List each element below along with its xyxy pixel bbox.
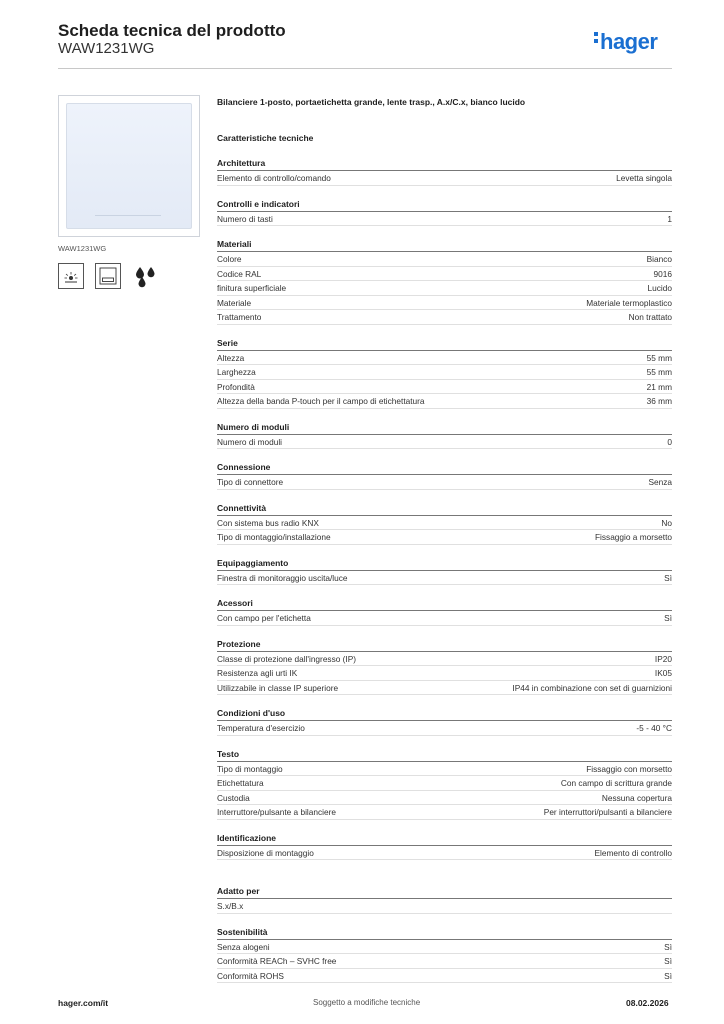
spec-label: Conformità ROHS — [217, 970, 284, 981]
section-title: Identificazione — [217, 831, 672, 846]
page-title: Scheda tecnica del prodotto — [58, 21, 286, 40]
spec-value: 55 mm — [646, 367, 672, 377]
spec-row — [217, 516, 672, 531]
spec-label: S.x/B.x — [217, 901, 244, 911]
spec-value: 55 mm — [646, 352, 672, 363]
spec-row — [217, 940, 672, 955]
spec-section — [217, 460, 672, 490]
spec-label: Colore — [217, 254, 242, 264]
spec-label: Tipo di montaggio/installazione — [217, 532, 331, 542]
section-title: Sostenibilità — [217, 925, 672, 940]
spec-value: 0 — [667, 436, 672, 447]
spec-value: Levetta singola — [616, 173, 672, 183]
section-title: Acessori — [217, 596, 672, 611]
spec-label: Profondità — [217, 381, 255, 392]
spec-row — [217, 846, 672, 861]
spec-label: Interruttore/pulsante a bilanciere — [217, 807, 336, 817]
product-image — [58, 95, 200, 237]
spec-value: Nessuna copertura — [601, 792, 672, 803]
spec-section — [217, 197, 672, 227]
spec-label: Tipo di montaggio — [217, 763, 283, 774]
spec-label: Con campo per l'etichetta — [217, 613, 311, 623]
spec-label: Utilizzabile in classe IP superiore — [217, 682, 339, 693]
footer-website[interactable]: hager.com/it — [58, 998, 109, 1008]
spec-row — [217, 791, 672, 806]
spec-label: Tipo di connettore — [217, 477, 284, 487]
header-divider — [58, 68, 672, 69]
spec-row — [217, 267, 672, 282]
water-drops-icon — [132, 263, 158, 289]
feature-icons — [58, 263, 158, 289]
tech-specs-title: Caratteristiche tecniche — [217, 133, 314, 143]
section-title: Equipaggiamento — [217, 556, 672, 571]
spec-row — [217, 681, 672, 696]
spec-row — [217, 435, 672, 450]
spec-value: 1 — [667, 213, 672, 224]
spec-label: Etichettatura — [217, 778, 264, 788]
section-title: Numero di moduli — [217, 420, 672, 435]
spec-section — [217, 336, 672, 409]
spec-value: No — [661, 517, 672, 528]
spec-row — [217, 252, 672, 267]
logo-dots-icon — [594, 32, 598, 46]
section-title: Testo — [217, 747, 672, 762]
spec-row — [217, 351, 672, 366]
spec-row — [217, 969, 672, 984]
spec-section — [217, 420, 672, 450]
spec-section — [217, 925, 672, 984]
spec-label: Numero di tasti — [217, 213, 273, 224]
spec-content — [217, 95, 672, 983]
spec-label: Classe di protezione dall'ingresso (IP) — [217, 653, 357, 664]
spec-value: 21 mm — [646, 381, 672, 392]
spec-label: Numero di moduli — [217, 436, 283, 447]
spec-row — [217, 365, 672, 380]
footer-date: 08.02.2026 — [626, 998, 669, 1008]
spec-label: Materiale — [217, 297, 252, 308]
section-title: Connessione — [217, 460, 672, 475]
spec-section — [217, 831, 672, 861]
spec-label: Resistenza agli urti IK — [217, 668, 298, 678]
spec-label: Elemento di controllo/comando — [217, 173, 331, 183]
spec-label: Conformità REACh – SVHC free — [217, 956, 337, 966]
spec-row — [217, 721, 672, 736]
product-description: Bilanciere 1-posto, portaetichetta grande, lente trasp., A.x/C.x, bianco lucido — [217, 97, 526, 107]
spec-section — [217, 237, 672, 325]
spec-row — [217, 530, 672, 545]
spec-label: Temperatura d'esercizio — [217, 723, 305, 733]
spec-label: Larghezza — [217, 367, 256, 377]
section-title: Serie — [217, 336, 672, 351]
spec-section — [217, 156, 672, 186]
spec-row — [217, 212, 672, 227]
spec-value: Bianco — [646, 254, 672, 264]
spec-value: 9016 — [653, 268, 672, 279]
spec-value: IK05 — [654, 668, 672, 678]
section-title: Connettività — [217, 501, 672, 516]
product-code: WAW1231WG — [58, 40, 155, 57]
spec-label: Finestra di monitoraggio uscita/luce — [217, 572, 348, 583]
spec-row — [217, 380, 672, 395]
spec-label: Disposizione di montaggio — [217, 847, 314, 858]
rocker-plate — [66, 103, 192, 229]
spec-label: Custodia — [217, 792, 250, 803]
spec-value: IP44 in combinazione con set di guarnizioni — [512, 682, 672, 693]
spec-row — [217, 611, 672, 626]
spec-value: IP20 — [654, 653, 672, 664]
spec-label: Con sistema bus radio KNX — [217, 517, 319, 528]
footer-note: Soggetto a modifiche tecniche — [313, 998, 421, 1007]
label-window-icon — [95, 263, 121, 289]
spec-label: Trattamento — [217, 312, 262, 322]
light-indicator-icon — [58, 263, 84, 289]
spec-row — [217, 571, 672, 586]
section-title: Materiali — [217, 237, 672, 252]
spec-row — [217, 776, 672, 791]
spec-row — [217, 281, 672, 296]
spec-value: Sì — [664, 572, 672, 583]
label-line — [95, 215, 161, 216]
spec-value: Sì — [664, 941, 672, 952]
spec-value: Sì — [664, 956, 672, 966]
spec-row — [217, 475, 672, 490]
spec-sections — [217, 156, 672, 983]
spec-row — [217, 394, 672, 409]
spec-section — [217, 637, 672, 696]
spec-value: Sì — [664, 613, 672, 623]
section-title: Adatto per — [217, 884, 672, 899]
spec-value: Fissaggio con morsetto — [586, 763, 672, 774]
image-caption: WAW1231WG — [58, 244, 107, 253]
section-title: Controlli e indicatori — [217, 197, 672, 212]
spec-value: Materiale termoplastico — [586, 297, 672, 308]
spec-label: finitura superficiale — [217, 283, 287, 293]
spec-value: Elemento di controllo — [594, 847, 672, 858]
spec-row — [217, 762, 672, 777]
spec-value: Con campo di scrittura grande — [560, 778, 672, 788]
spec-section — [217, 596, 672, 626]
spec-label: Senza alogeni — [217, 941, 270, 952]
hager-logo — [594, 29, 657, 55]
spec-section — [217, 706, 672, 736]
spec-label: Altezza della banda P-touch per il campo di etichettatura — [217, 396, 425, 406]
spec-value: Fissaggio a morsetto — [594, 532, 672, 542]
spec-row — [217, 666, 672, 681]
spec-row — [217, 652, 672, 667]
spec-section — [217, 747, 672, 820]
spec-value: Senza — [648, 477, 672, 487]
section-title: Condizioni d'uso — [217, 706, 672, 721]
section-title: Architettura — [217, 156, 672, 171]
spec-section — [217, 501, 672, 545]
spec-value: 36 mm — [646, 396, 672, 406]
spec-row — [217, 954, 672, 969]
spec-row — [217, 171, 672, 186]
spec-section — [217, 556, 672, 586]
spec-value: Non trattato — [628, 312, 672, 322]
spec-row — [217, 296, 672, 311]
spec-section — [217, 884, 672, 914]
spec-value: Lucido — [647, 283, 672, 293]
logo-text: hager — [600, 29, 658, 54]
spec-row — [217, 310, 672, 325]
section-title: Protezione — [217, 637, 672, 652]
spec-value: Per interruttori/pulsanti a bilanciere — [543, 807, 672, 817]
spec-value: -5 - 40 °C — [636, 723, 672, 733]
spec-label: Codice RAL — [217, 268, 262, 279]
spec-label: Altezza — [217, 352, 245, 363]
spec-row — [217, 805, 672, 820]
spec-row — [217, 899, 672, 914]
spec-value: Sì — [664, 970, 672, 981]
